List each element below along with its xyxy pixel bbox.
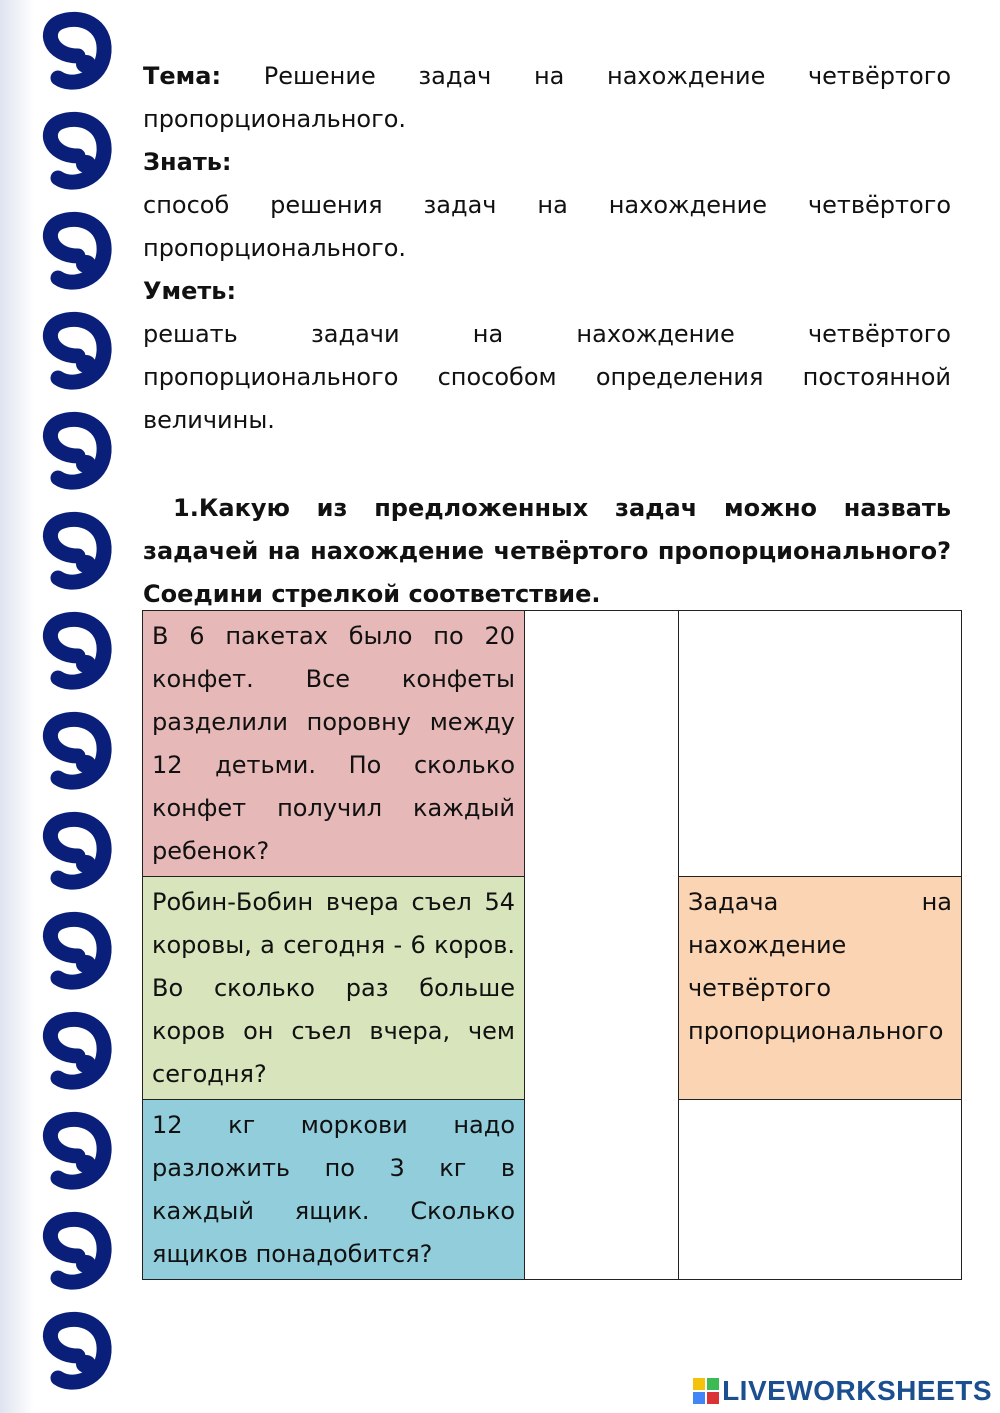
binding-ring	[50, 1119, 104, 1182]
know-label: Знать:	[143, 148, 232, 176]
binding-hole	[76, 1255, 96, 1273]
binding-ring	[50, 319, 104, 382]
binding-hole	[76, 1355, 96, 1373]
arrow-drawing-area[interactable]	[525, 611, 679, 1280]
binding-hole	[76, 355, 96, 373]
binding-ring	[50, 19, 104, 82]
binding-ring	[50, 819, 104, 882]
binding-hole	[76, 555, 96, 573]
binding-ring	[50, 419, 104, 482]
binding-ring	[50, 1019, 104, 1082]
empty-cell-top	[679, 611, 962, 877]
problem-card-carrots[interactable]: 12 кг моркови надо разложить по 3 кг в каждый ящик. Сколько ящиков понадобится?	[143, 1100, 525, 1280]
can-label: Уметь:	[143, 277, 237, 305]
binding-hole	[76, 255, 96, 273]
binding-ring	[50, 1219, 104, 1282]
liveworksheets-logo	[693, 1375, 992, 1407]
binding-hole	[76, 155, 96, 173]
binding-hole	[76, 755, 96, 773]
matching-table	[142, 610, 962, 1280]
binding-hole	[76, 1155, 96, 1173]
logo-text: LIVEWORKSHEETS	[722, 1375, 992, 1406]
binding-hole	[76, 455, 96, 473]
binding-ring	[50, 519, 104, 582]
problem-card-cows[interactable]: Робин-Бобин вчера съел 54 коровы, а сегодня - 6 коров. Во сколько раз больше коров он съел вчера, чем сегодня?	[143, 877, 525, 1100]
spiral-binding	[0, 0, 130, 1413]
binding-ring	[50, 719, 104, 782]
worksheet-content	[143, 55, 951, 616]
binding-ring	[50, 619, 104, 682]
binding-ring	[50, 119, 104, 182]
binding-ring	[50, 219, 104, 282]
task-1-question: 1.Какую из предложенных задач можно назвать задачей на нахождение четвёртого пропорционального? Соедини стрелкой соответствие.	[143, 494, 951, 608]
binding-hole	[76, 1055, 96, 1073]
binding-hole	[76, 655, 96, 673]
liveworksheets-logo-icon	[693, 1378, 719, 1404]
can-text: решать задачи на нахождение четвёртого пропорционального способом определения постоянной величины.	[143, 320, 951, 434]
binding-ring	[50, 1319, 104, 1382]
topic-text: Решение задач на нахождение четвёртого пропорционального.	[143, 62, 951, 133]
topic-label: Тема:	[143, 62, 222, 90]
know-text: способ решения задач на нахождение четвёртого пропорционального.	[143, 191, 951, 262]
binding-ring	[50, 919, 104, 982]
binding-hole	[76, 855, 96, 873]
problem-card-candies[interactable]: В 6 пакетах было по 20 конфет. Все конфеты разделили поровну между 12 детьми. По сколько конфет получил каждый ребенок?	[143, 611, 525, 877]
topic-paragraph	[143, 55, 951, 141]
binding-hole	[76, 55, 96, 73]
empty-cell-bottom	[679, 1100, 962, 1280]
binding-hole	[76, 955, 96, 973]
answer-card[interactable]: Задача на нахождение четвёртого пропорционального	[679, 877, 962, 1100]
